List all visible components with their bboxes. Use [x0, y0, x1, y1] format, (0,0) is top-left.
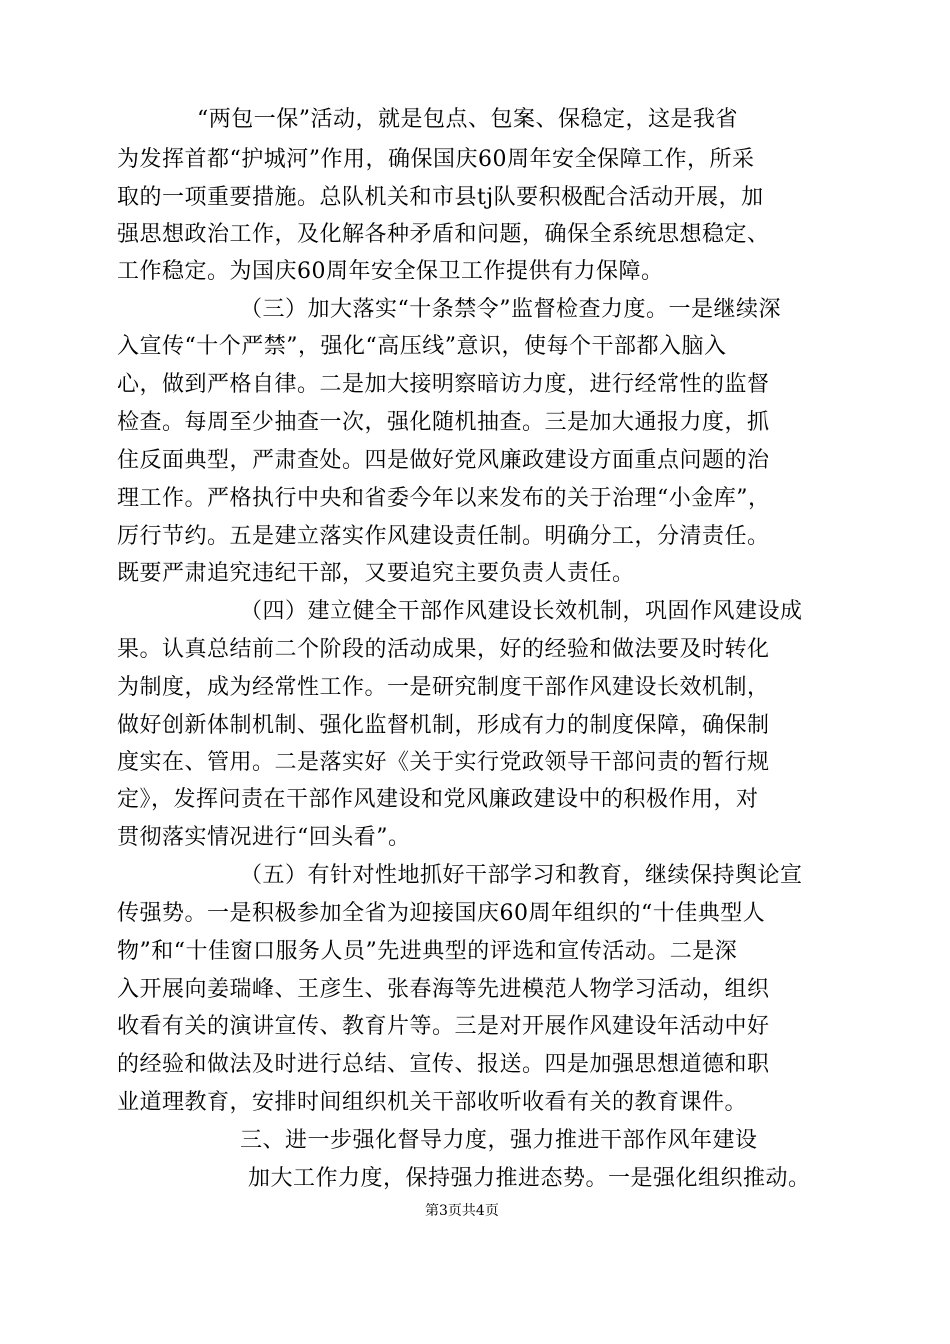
- text-line: 理工作。严格执行中央和省委今年以来发布的关于治理“小金库”，: [117, 486, 771, 512]
- page-number-footer: 第3页共4页: [425, 1202, 499, 1219]
- text-line: 果。认真总结前二个阶段的活动成果，好的经验和做法要及时转化: [117, 636, 770, 662]
- text-line: 为发挥首都“护城河”作用，确保国庆60周年安全保障工作，所采: [117, 146, 755, 172]
- text-line: 入开展向姜瑞峰、王彦生、张春海等先进模范人物学习活动，组织: [117, 977, 770, 1002]
- text-line: 既要严肃追究违纪干部，又要追究主要负责人责任。: [117, 560, 635, 586]
- text-line: 住反面典型，严肃查处。四是做好党风廉政建设方面重点问题的治: [117, 448, 770, 474]
- text-line: 加大工作力度，保持强力推进态势。一是强化组织推动。: [248, 1165, 811, 1191]
- text-line: 做好创新体制机制、强化监督机制，形成有力的制度保障，确保制: [117, 712, 770, 738]
- text-line: 定》，发挥问责在干部作风建设和党风廉政建设中的积极作用，对: [117, 787, 759, 813]
- text-line: 强思想政治工作，及化解各种矛盾和问题，确保全系统思想稳定、: [117, 222, 770, 248]
- text-line: 厉行节约。五是建立落实作风建设责任制。明确分工，分清责任。: [117, 523, 770, 549]
- text-line: “两包一保”活动，就是包点、包案、保稳定，这是我省: [197, 107, 738, 132]
- text-line: 工作稳定。为国庆60周年安全保卫工作提供有力保障。: [117, 259, 664, 285]
- text-line: 传强势。一是积极参加全省为迎接国庆60周年组织的“十佳典型人: [117, 901, 766, 927]
- text-line: 检查。每周至少抽查一次，强化随机抽查。三是加大通报力度，抓: [117, 410, 770, 436]
- text-line: 取的一项重要措施。总队机关和市县tj队要积极配合活动开展，加: [117, 184, 764, 210]
- text-line: （三）加大落实“十条禁令”监督检查力度。一是继续深: [240, 297, 781, 323]
- text-line: 心，做到严格自律。二是加大接明察暗访力度，进行经常性的监督: [117, 372, 770, 398]
- text-line: 入宣传“十个严禁”，强化“高压线”意识，使每个干部都入脑入: [117, 334, 727, 360]
- text-line: 贯彻落实情况进行“回头看”。: [117, 825, 411, 851]
- text-line: 度实在、管用。二是落实好《关于实行党政领导干部问责的暂行规: [117, 750, 770, 776]
- text-line: 的经验和做法及时进行总结、宣传、报送。四是加强思想道德和职: [117, 1051, 770, 1077]
- text-line: （五）有针对性地抓好干部学习和教育，继续保持舆论宣: [240, 863, 803, 889]
- text-line: 业道理教育，安排时间组织机关干部收听收看有关的教育课件。: [117, 1089, 748, 1115]
- text-line: 物”和“十佳窗口服务人员”先进典型的评选和宣传活动。二是深: [117, 939, 738, 965]
- section-heading: 三、进一步强化督导力度，强力推进干部作风年建设: [240, 1127, 758, 1153]
- text-line: （四）建立健全干部作风建设长效机制，巩固作风建设成: [240, 598, 803, 624]
- text-line: 收看有关的演讲宣传、教育片等。三是对开展作风建设年活动中好: [117, 1014, 770, 1040]
- text-line: 为制度，成为经常性工作。一是研究制度干部作风建设长效机制，: [117, 674, 770, 700]
